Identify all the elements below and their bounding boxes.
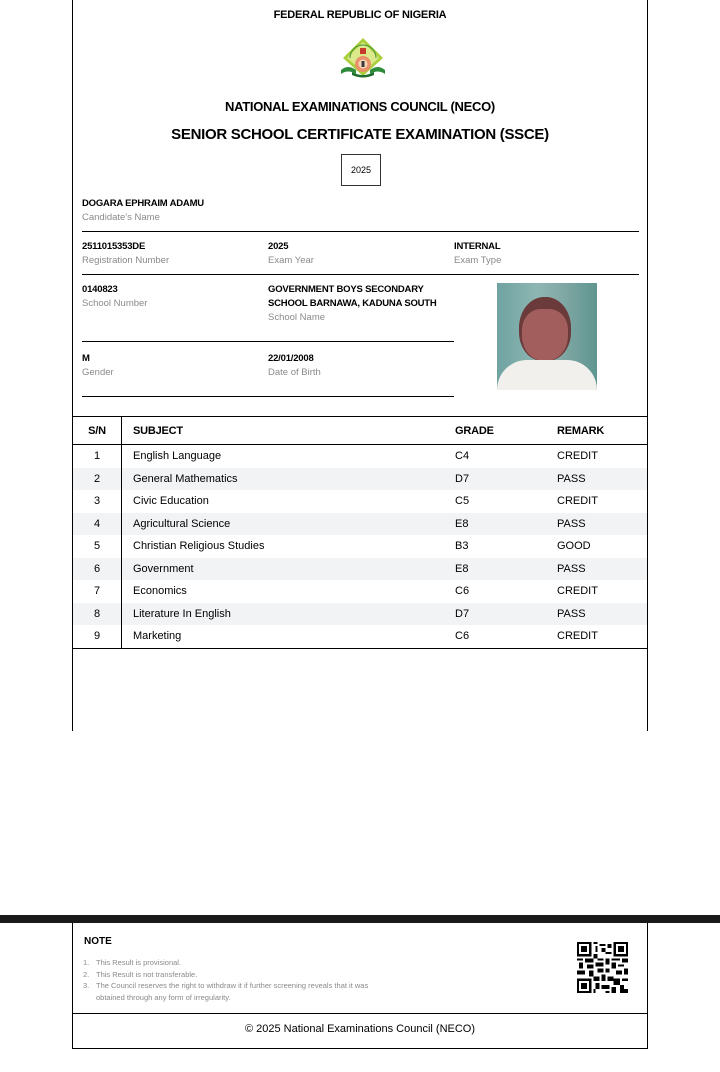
cell-subject: Government [133,562,194,575]
cell-remark: CREDIT [557,630,598,643]
cell-remark: PASS [557,562,586,575]
result-row [73,445,647,468]
school-name-label: School Name [268,312,326,323]
result-row [73,580,647,603]
cell-grade: D7 [455,607,470,620]
footer [72,923,648,1049]
cell-subject: English Language [133,450,222,463]
result-row [73,535,647,558]
footer-divider [73,1013,647,1014]
results-table [73,416,647,649]
dob-label: Date of Birth [268,367,321,378]
note-item: 1. This Result is provisional. [83,958,182,967]
cell-subject: Literature In English [133,607,231,620]
col-header-grade: GRADE [455,424,494,437]
cell-grade: D7 [455,472,470,485]
school-number-label: School Number [82,298,148,309]
school-name-value-line1: GOVERNMENT BOYS SECONDARY [268,284,424,295]
result-row [73,625,647,648]
cell-sn: 8 [73,603,122,626]
registration-number-field [82,240,169,268]
divider [82,274,639,275]
qr-code-icon [577,942,628,993]
results-header-row [73,417,647,445]
registration-number-value: 2511015353DE [82,241,146,252]
cell-remark: PASS [557,472,586,485]
col-header-remark: REMARK [557,424,605,437]
cell-sn: 9 [73,625,122,648]
gender-label: Gender [82,367,114,378]
exam-year-label: Exam Year [268,255,314,266]
cell-grade: C4 [455,450,470,463]
divider [82,396,454,397]
cell-remark: CREDIT [557,495,598,508]
country-heading: FEDERAL REPUBLIC OF NIGERIA [273,9,447,21]
registration-number-label: Registration Number [82,255,170,266]
cell-grade: E8 [455,562,469,575]
cell-remark: GOOD [557,540,591,553]
cell-grade: C5 [455,495,470,508]
result-card [72,0,648,731]
cell-remark: CREDIT [557,585,598,598]
cell-remark: CREDIT [557,450,598,463]
school-name-value-line2: SCHOOL BARNAWA, KADUNA SOUTH [268,298,437,309]
cell-remark: PASS [557,607,586,620]
result-row [73,603,647,626]
col-header-subject: SUBJECT [133,424,183,437]
school-number-field [82,283,147,311]
note-item: 2. This Result is not transferable. [83,969,198,979]
exam-year-field [268,240,314,268]
result-row [73,558,647,581]
cell-subject: Marketing [133,630,182,643]
cell-subject: Christian Religious Studies [133,540,265,553]
cell-subject: General Mathematics [133,472,238,485]
cell-subject: Agricultural Science [133,517,231,530]
dob-value: 22/01/2008 [268,353,314,364]
cell-remark: PASS [557,517,586,530]
note-item: 3. The Council reserves the right to withdraw it if further screening reveals that it was obtained through any form of irregularity. [83,981,369,1002]
notes-list [83,957,373,1003]
exam-type-label: Exam Type [454,255,502,266]
cell-sn: 3 [73,490,122,513]
note-title: NOTE [84,936,112,947]
cell-sn: 7 [73,580,122,603]
cell-grade: B3 [455,540,469,553]
dob-field [268,352,321,380]
col-header-sn: S/N [73,417,122,445]
cell-sn: 4 [73,513,122,536]
exam-type-field [454,240,501,268]
page-separator-bar [0,915,720,923]
council-title: NATIONAL EXAMINATIONS COUNCIL (NECO) [225,99,495,114]
exam-title: SENIOR SCHOOL CERTIFICATE EXAMINATION (SSCE) [171,126,549,143]
copyright-text: © 2025 National Examinations Council (NECO) [244,1023,476,1035]
neco-logo-icon [338,36,388,80]
cell-sn: 5 [73,535,122,558]
candidate-name-value: DOGARA EPHRAIM ADAMU [82,198,204,209]
cell-grade: C6 [455,585,470,598]
cell-subject: Civic Education [133,495,209,508]
cell-subject: Economics [133,585,187,598]
school-name-field [268,283,437,325]
cell-grade: E8 [455,517,469,530]
result-row [73,490,647,513]
divider [82,341,454,342]
result-row [73,468,647,491]
gender-field [82,352,114,380]
divider [82,231,639,232]
exam-type-value: INTERNAL [454,241,501,252]
exam-year-box: 2025 [341,154,381,186]
candidate-name-field [82,197,204,225]
cell-sn: 6 [73,558,122,581]
candidate-photo [497,283,597,390]
gender-value: M [82,353,90,364]
cell-grade: C6 [455,630,470,643]
cell-sn: 2 [73,468,122,491]
candidate-name-label: Candidate's Name [82,212,160,223]
exam-year-value: 2025 [268,241,289,252]
cell-sn: 1 [73,445,122,468]
school-number-value: 0140823 [82,284,118,295]
result-row [73,513,647,536]
